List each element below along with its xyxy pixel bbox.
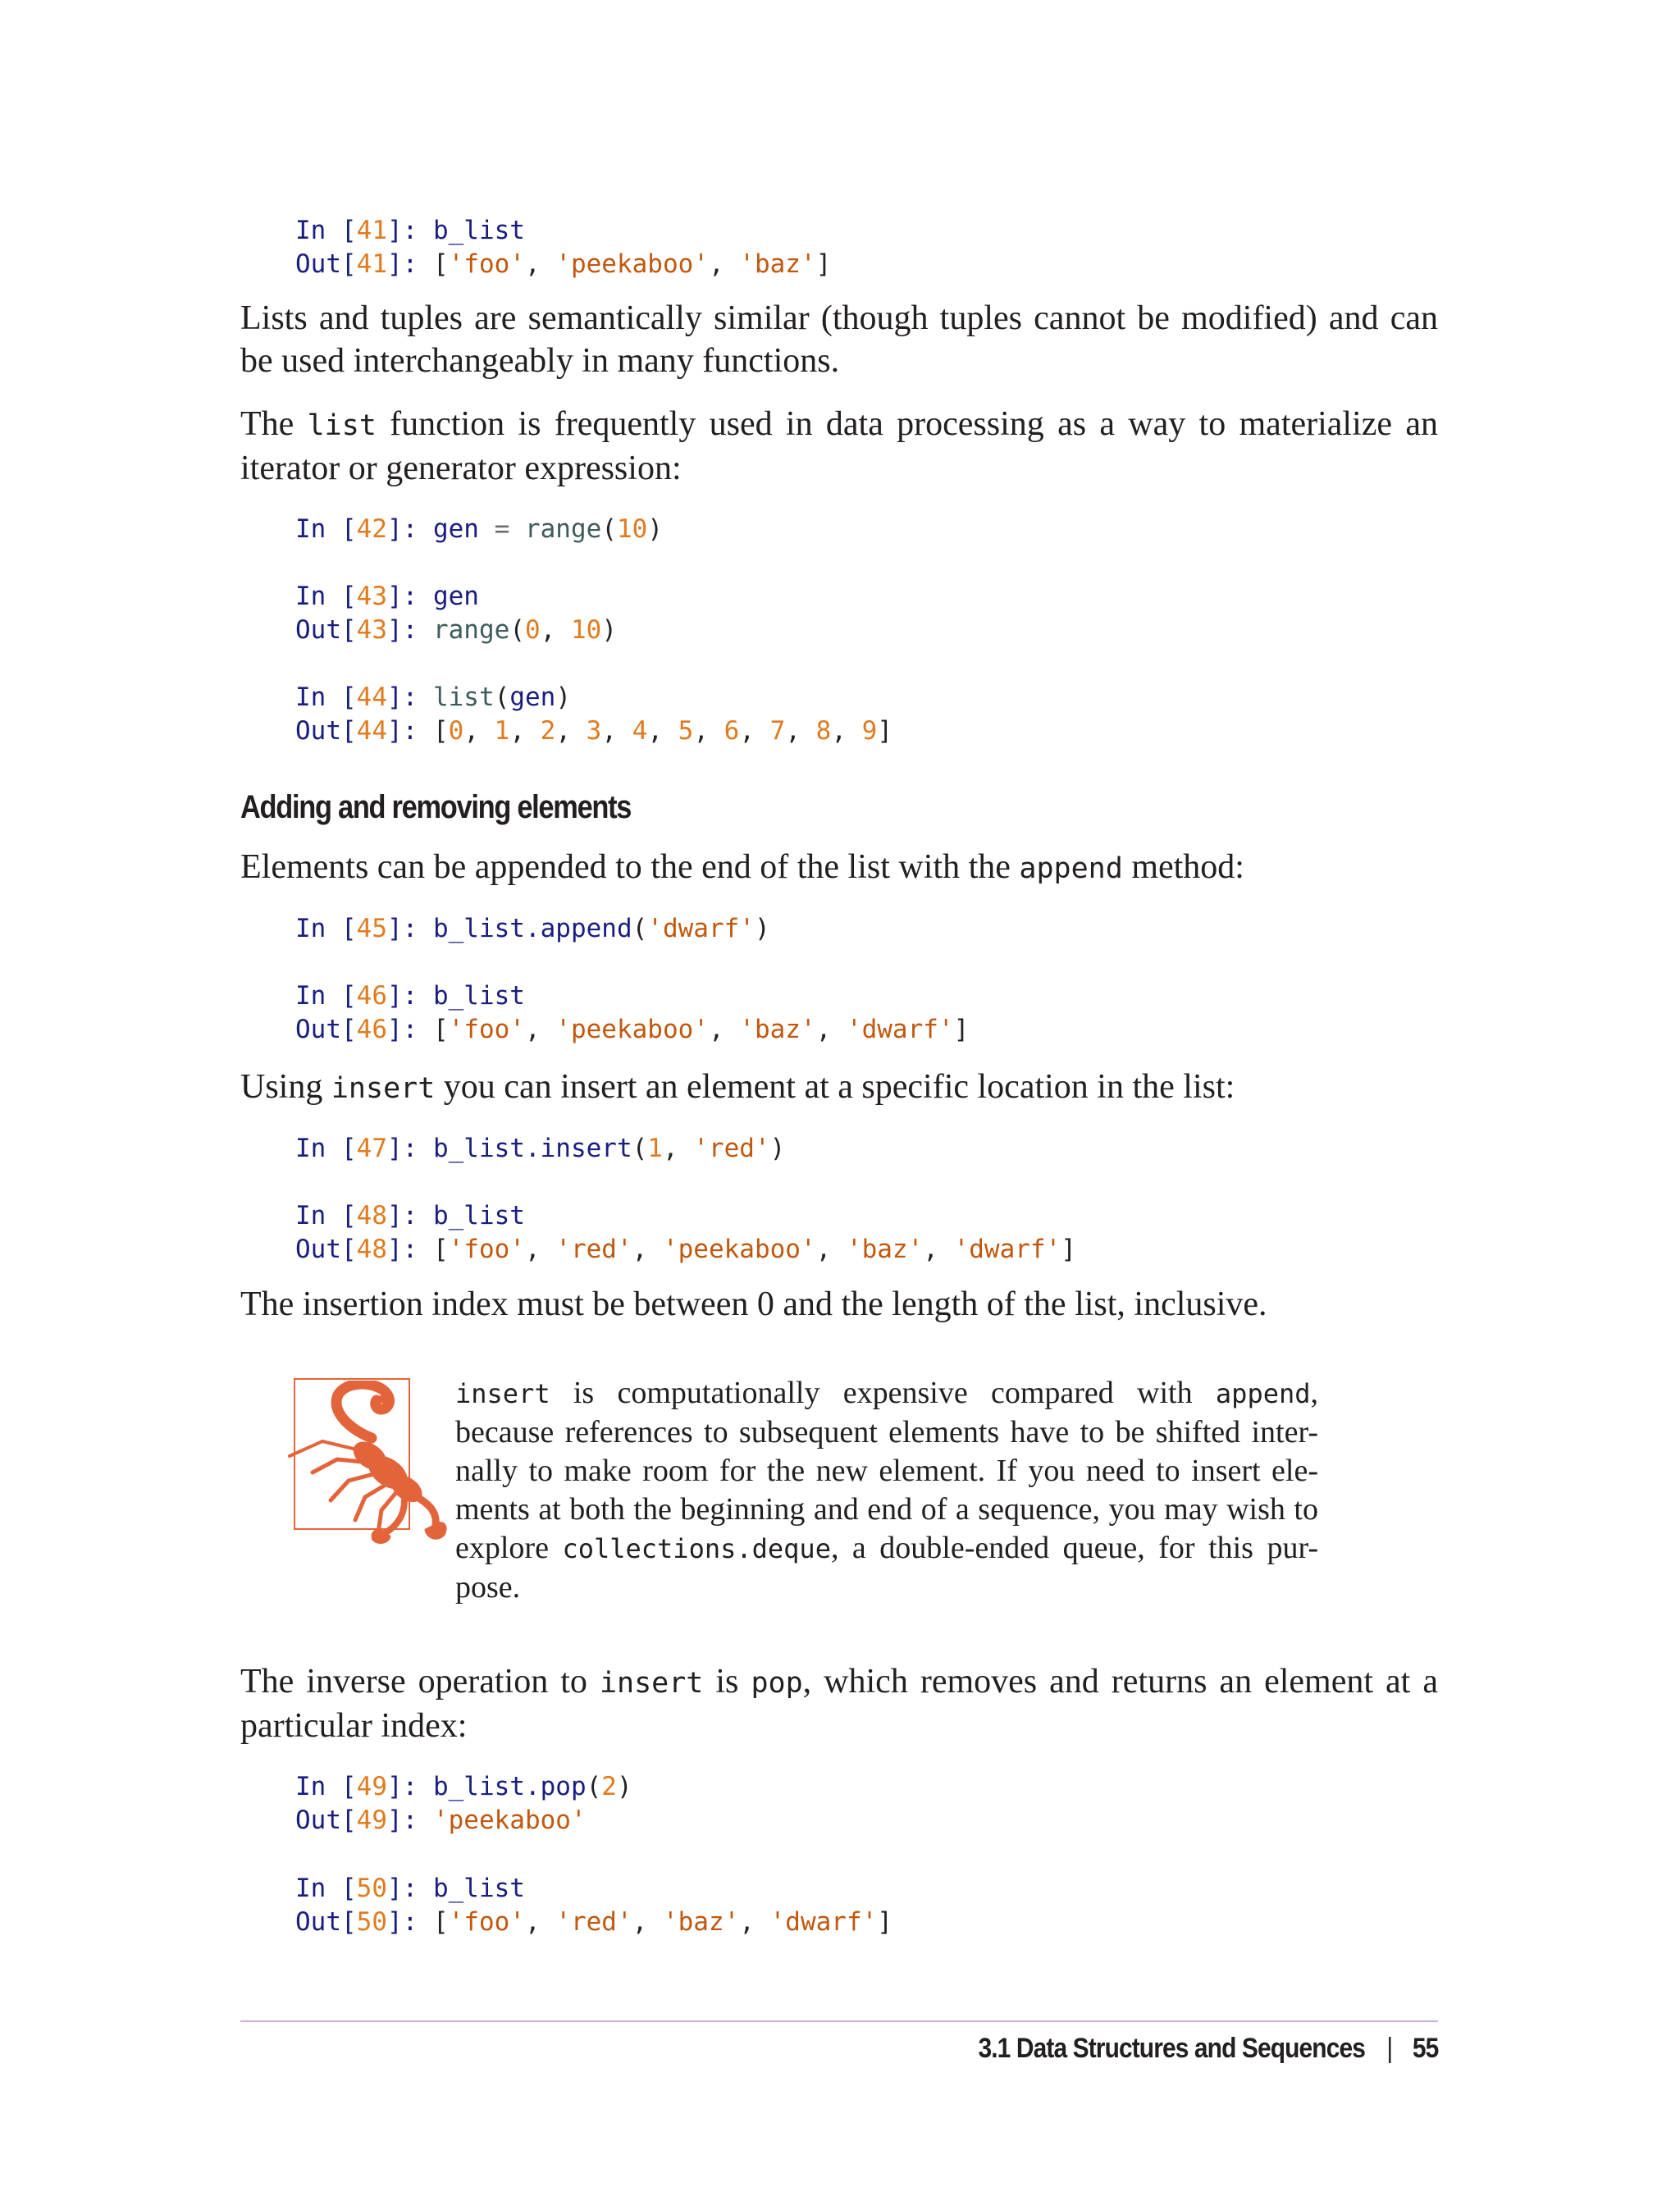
bracket: [ <box>432 1015 449 1044</box>
paren: ( <box>632 914 648 943</box>
paren: ) <box>754 914 770 943</box>
string-literal: 'red' <box>693 1134 770 1163</box>
separator: , <box>815 1235 847 1264</box>
prompt-number: 48 <box>356 1201 387 1230</box>
section-heading: Adding and removing elements <box>240 789 632 825</box>
code-block <box>295 513 663 546</box>
code-block <box>295 912 770 946</box>
inline-code: insert <box>331 1072 436 1105</box>
bracket: ] <box>877 1907 892 1937</box>
prompt-out: Out[ <box>295 1015 357 1044</box>
number-literal: 2 <box>601 1772 617 1801</box>
prompt-out: Out[ <box>295 615 357 645</box>
code-block <box>295 1770 632 1838</box>
paren: ) <box>647 514 663 544</box>
prompt-out: Out[ <box>295 1806 357 1835</box>
prompt-number: 47 <box>356 1134 387 1163</box>
prompt-number: 41 <box>356 249 387 279</box>
string-literal: 'dwarf' <box>647 914 755 943</box>
prompt-in: In [ <box>295 1134 357 1163</box>
text-run: The <box>240 405 308 443</box>
number-literal: 0 <box>448 716 464 746</box>
number-literal: 10 <box>616 514 648 544</box>
separator: , <box>693 716 724 746</box>
code-text: b_list <box>432 1201 525 1230</box>
bracket: [ <box>432 249 449 279</box>
code-block <box>295 580 617 647</box>
separator: , <box>815 1015 847 1044</box>
string-literal: 'baz' <box>739 1015 816 1044</box>
number-literal: 6 <box>724 716 740 746</box>
scorpion-icon <box>273 1381 450 1545</box>
text-run: method: <box>1122 848 1244 886</box>
separator: , <box>647 716 678 746</box>
text-run: Elements can be appended to the end of the list with the <box>240 848 1020 886</box>
prompt-close: ]: <box>386 682 433 712</box>
prompt-number: 43 <box>356 615 387 645</box>
string-literal: 'baz' <box>739 249 816 279</box>
text-run: you can insert an element at a specific location in the list: <box>435 1068 1235 1106</box>
prompt-number: 49 <box>356 1772 387 1801</box>
footer-section-title: 3.1 Data Structures and Sequences <box>978 2033 1365 2064</box>
builtin-function: range <box>524 514 602 544</box>
bracket: ] <box>815 249 832 279</box>
prompt-close: ]: <box>386 981 433 1011</box>
prompt-in: In [ <box>295 582 357 611</box>
prompt-close: ]: <box>386 1201 433 1230</box>
number-literal: 8 <box>815 716 832 746</box>
separator: , <box>785 716 816 746</box>
text-run: , because references to subsequent elements have to be shifted inter-nally to make room for the new element. If you need to insert ele-ments at both the beginning and end of a sequence, you may wish to explore <box>455 1376 1318 1565</box>
string-literal: 'dwarf' <box>769 1907 878 1937</box>
paren: ) <box>769 1134 786 1163</box>
separator: , <box>662 1134 694 1163</box>
builtin-function: range <box>432 615 510 645</box>
number-literal: 2 <box>540 716 556 746</box>
prompt-in: In [ <box>295 682 357 712</box>
text-run: , which removes and returns an element at a particular index: <box>240 1663 1439 1745</box>
string-literal: 'red' <box>555 1907 632 1937</box>
separator: , <box>923 1235 954 1264</box>
footer-rule <box>240 2020 1438 2022</box>
separator: , <box>739 1907 770 1937</box>
prompt-close: ]: <box>386 615 433 645</box>
code-text: b_list.insert <box>432 1134 632 1163</box>
prompt-number: 44 <box>356 716 387 746</box>
prompt-close: ]: <box>386 216 433 245</box>
bracket: ] <box>877 716 892 746</box>
number-literal: 1 <box>494 716 510 746</box>
paren: ) <box>601 615 617 645</box>
separator: , <box>524 249 556 279</box>
paragraph-insertion-index: The insertion index must be between 0 and the length of the list, inclusive. <box>240 1285 1267 1323</box>
inline-code: append <box>1019 852 1123 885</box>
number-literal: 10 <box>570 615 602 645</box>
separator: , <box>524 1907 556 1937</box>
inline-code: append <box>1215 1378 1311 1409</box>
paragraph-append <box>240 846 1438 890</box>
prompt-number: 48 <box>356 1235 387 1264</box>
number-literal: 4 <box>632 716 648 746</box>
number-literal: 1 <box>647 1134 663 1163</box>
bracket: [ <box>432 1907 449 1937</box>
prompt-in: In [ <box>295 1874 357 1903</box>
separator: , <box>555 716 587 746</box>
prompt-number: 41 <box>356 216 387 245</box>
prompt-out: Out[ <box>295 249 357 279</box>
prompt-close: ]: <box>386 1134 433 1163</box>
separator: , <box>632 1907 663 1937</box>
string-literal: 'foo' <box>448 249 525 279</box>
prompt-in: In [ <box>295 981 357 1011</box>
number-literal: 7 <box>769 716 786 746</box>
string-literal: 'baz' <box>662 1907 740 1937</box>
code-text: b_list <box>432 981 525 1011</box>
code-block <box>295 214 831 281</box>
prompt-close: ]: <box>386 1015 433 1044</box>
prompt-number: 49 <box>356 1806 387 1835</box>
paren: ( <box>509 615 525 645</box>
variable-name: gen <box>432 514 479 544</box>
number-literal: 0 <box>524 615 541 645</box>
string-literal: 'peekaboo' <box>432 1806 587 1835</box>
inline-code: list <box>307 409 377 442</box>
string-literal: 'dwarf' <box>846 1015 954 1044</box>
paren: ) <box>555 682 571 712</box>
code-text: b_list.append <box>432 914 632 943</box>
prompt-close: ]: <box>386 914 433 943</box>
string-literal: 'dwarf' <box>953 1235 1061 1264</box>
separator: , <box>524 1235 556 1264</box>
code-text: gen <box>432 582 479 611</box>
text-run: Using <box>240 1068 331 1106</box>
code-block <box>295 1872 892 1939</box>
inline-code: collections.deque <box>562 1533 831 1564</box>
code-block <box>295 681 892 748</box>
inline-code: insert <box>599 1667 704 1700</box>
prompt-in: In [ <box>295 1772 357 1801</box>
prompt-close: ]: <box>386 716 433 746</box>
prompt-out: Out[ <box>295 1235 357 1264</box>
number-literal: 3 <box>586 716 602 746</box>
paragraph-lists-tuples: Lists and tuples are semantically similar (though tuples cannot be modified) and can be used interchangeably in many functions. <box>240 299 1438 380</box>
page-footer <box>978 2032 1438 2065</box>
separator: , <box>739 716 770 746</box>
separator: , <box>708 1015 740 1044</box>
prompt-close: ]: <box>386 1772 433 1801</box>
paren: ( <box>494 682 510 712</box>
prompt-in: In [ <box>295 514 357 544</box>
text-run: is <box>703 1663 751 1701</box>
prompt-number: 43 <box>356 582 387 611</box>
number-literal: 5 <box>678 716 694 746</box>
paragraph-list-function <box>240 403 1438 490</box>
separator: , <box>524 1015 556 1044</box>
code-text: b_list.pop <box>432 1772 587 1801</box>
prompt-close: ]: <box>386 514 433 544</box>
prompt-out: Out[ <box>295 716 357 746</box>
prompt-number: 46 <box>356 981 387 1011</box>
prompt-close: ]: <box>386 1806 433 1835</box>
text-run: is computationally expensive compared with <box>550 1376 1216 1410</box>
code-text: b_list <box>432 1874 525 1903</box>
page-number: 55 <box>1412 2033 1438 2064</box>
number-literal: 9 <box>861 716 878 746</box>
warning-note-text <box>455 1374 1318 1607</box>
string-literal: 'foo' <box>448 1015 525 1044</box>
text-run: , a double-ended queue, for this pur-pose. <box>455 1531 1319 1605</box>
text-run: function is frequently used in data processing as a way to materialize an iterator or generator expression: <box>240 405 1438 487</box>
string-literal: 'peekaboo' <box>555 249 709 279</box>
prompt-in: In [ <box>295 216 357 245</box>
prompt-close: ]: <box>386 1235 433 1264</box>
paren: ( <box>601 514 617 544</box>
paren: ( <box>632 1134 648 1163</box>
prompt-close: ]: <box>386 1907 433 1937</box>
prompt-number: 45 <box>356 914 387 943</box>
string-literal: 'foo' <box>448 1235 525 1264</box>
separator: , <box>831 716 862 746</box>
operator: = <box>478 514 525 544</box>
bracket: [ <box>432 716 449 746</box>
prompt-number: 50 <box>356 1874 387 1903</box>
paren: ( <box>586 1772 602 1801</box>
string-literal: 'peekaboo' <box>555 1015 709 1044</box>
prompt-number: 42 <box>356 514 387 544</box>
string-literal: 'peekaboo' <box>662 1235 816 1264</box>
prompt-number: 44 <box>356 682 387 712</box>
paren: ) <box>616 1772 632 1801</box>
prompt-number: 46 <box>356 1015 387 1044</box>
bracket: ] <box>1061 1235 1076 1264</box>
inline-code: insert <box>455 1378 550 1409</box>
string-literal: 'baz' <box>846 1235 924 1264</box>
code-block <box>295 979 969 1047</box>
prompt-in: In [ <box>295 914 357 943</box>
string-literal: 'red' <box>555 1235 632 1264</box>
prompt-close: ]: <box>386 1874 433 1903</box>
text-run: The inverse operation to <box>240 1663 600 1701</box>
code-block <box>295 1199 1076 1267</box>
prompt-close: ]: <box>386 582 433 611</box>
bracket: [ <box>432 1235 449 1264</box>
prompt-out: Out[ <box>295 1907 357 1937</box>
separator: , <box>509 716 541 746</box>
string-literal: 'foo' <box>448 1907 525 1937</box>
bracket: ] <box>953 1015 970 1044</box>
builtin-function: list <box>432 682 495 712</box>
prompt-number: 50 <box>356 1907 387 1937</box>
separator: , <box>463 716 495 746</box>
code-text: b_list <box>432 216 525 245</box>
prompt-in: In [ <box>295 1201 357 1230</box>
inline-code: pop <box>751 1667 803 1700</box>
paragraph-pop <box>240 1660 1438 1747</box>
footer-separator: | <box>1386 2033 1392 2064</box>
code-block <box>295 1132 785 1166</box>
separator: , <box>601 716 632 746</box>
separator: , <box>540 615 571 645</box>
paragraph-insert <box>240 1066 1438 1110</box>
separator: , <box>708 249 740 279</box>
separator: , <box>632 1235 663 1264</box>
variable-name: gen <box>509 682 556 712</box>
prompt-close: ]: <box>386 249 433 279</box>
